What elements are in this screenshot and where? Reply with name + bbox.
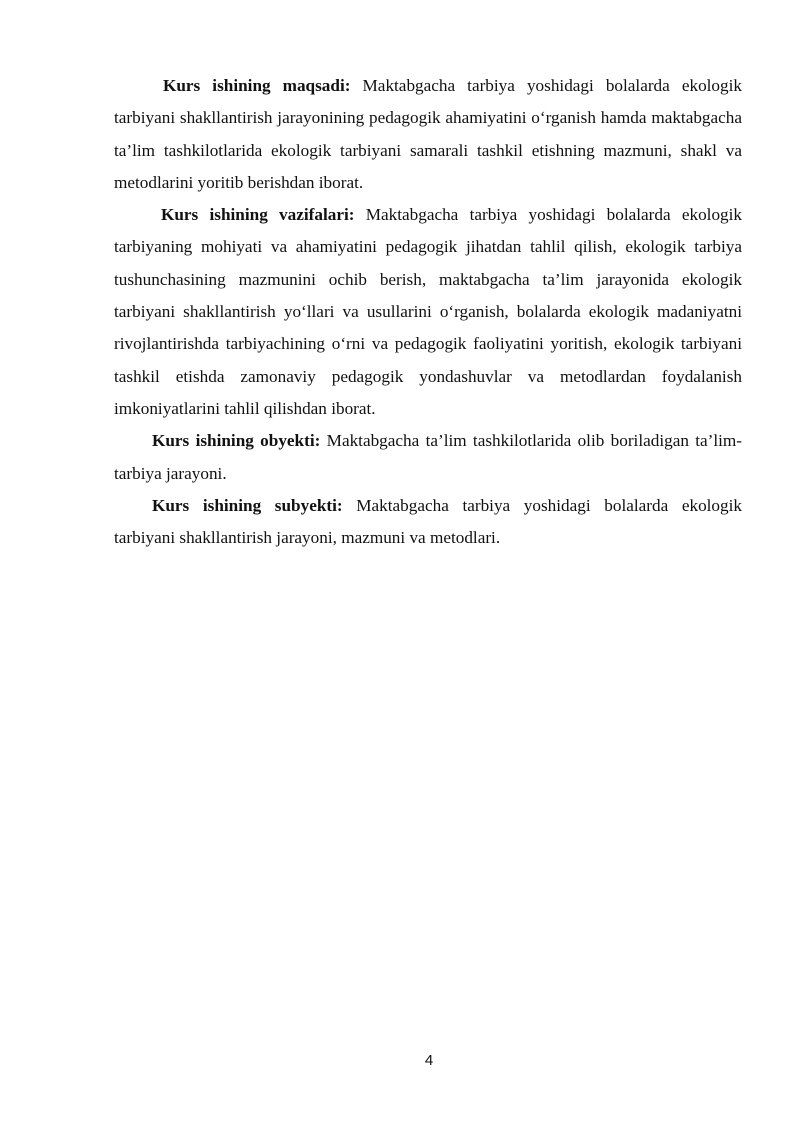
paragraph-subject-text: Maktabgacha tarbiya yoshidagi bolalarda ekologik tarbiyani shakllantirish jarayoni, mazmuni va metodlari.	[114, 495, 742, 548]
paragraph-subject-heading: Kurs ishining subyekti:	[152, 495, 343, 515]
page-number: 4	[424, 1052, 434, 1069]
paragraph-object-text: Maktabgacha ta’lim tashkilotlarida olib boriladigan ta’lim-tarbiya jarayoni.	[114, 431, 743, 483]
paragraph-object-heading: Kurs ishining obyekti:	[152, 431, 321, 451]
paragraph-purpose	[114, 70, 742, 199]
paragraph-subject	[114, 490, 742, 555]
paragraph-object	[114, 425, 742, 490]
document-body	[114, 70, 742, 554]
paragraph-purpose-heading: Kurs ishining maqsadi:	[163, 76, 351, 95]
paragraph-tasks-text: Maktabgacha tarbiya yoshidagi bolalarda ekologik tarbiyaning mohiyati va ahamiyatini pedagogik jihatdan tahlil qilish, ekologik tarbiya tushunchasining mazmunini ochib berish, maktabgacha ta’lim jarayonida ekologik tarbiyani shakllantirish yo‘llari va usullarini o‘rganish, bolalarda ekologik madaniyatni rivojlantirishda tarbiyachining o‘rni va pedagogik faoliyatini yoritish, ekologik tarbiyani tashkil etishda zamonaviy pedagogik yondashuvlar va metodlardan foydalanish imkoniyatlarini tahlil qilishdan iborat.	[114, 205, 742, 418]
paragraph-tasks-heading: Kurs ishining vazifalari:	[161, 205, 355, 225]
paragraph-tasks	[114, 199, 742, 425]
paragraph-purpose-text: Maktabgacha tarbiya yoshidagi bolalarda ekologik tarbiyani shakllantirish jarayonining pedagogik ahamiyatini o‘rganish hamda maktabgacha ta’lim tashkilotlarida ekologik tarbiyani samarali tashkil etishning mazmuni, shakl va metodlarini yoritib berishdan iborat.	[114, 76, 742, 192]
